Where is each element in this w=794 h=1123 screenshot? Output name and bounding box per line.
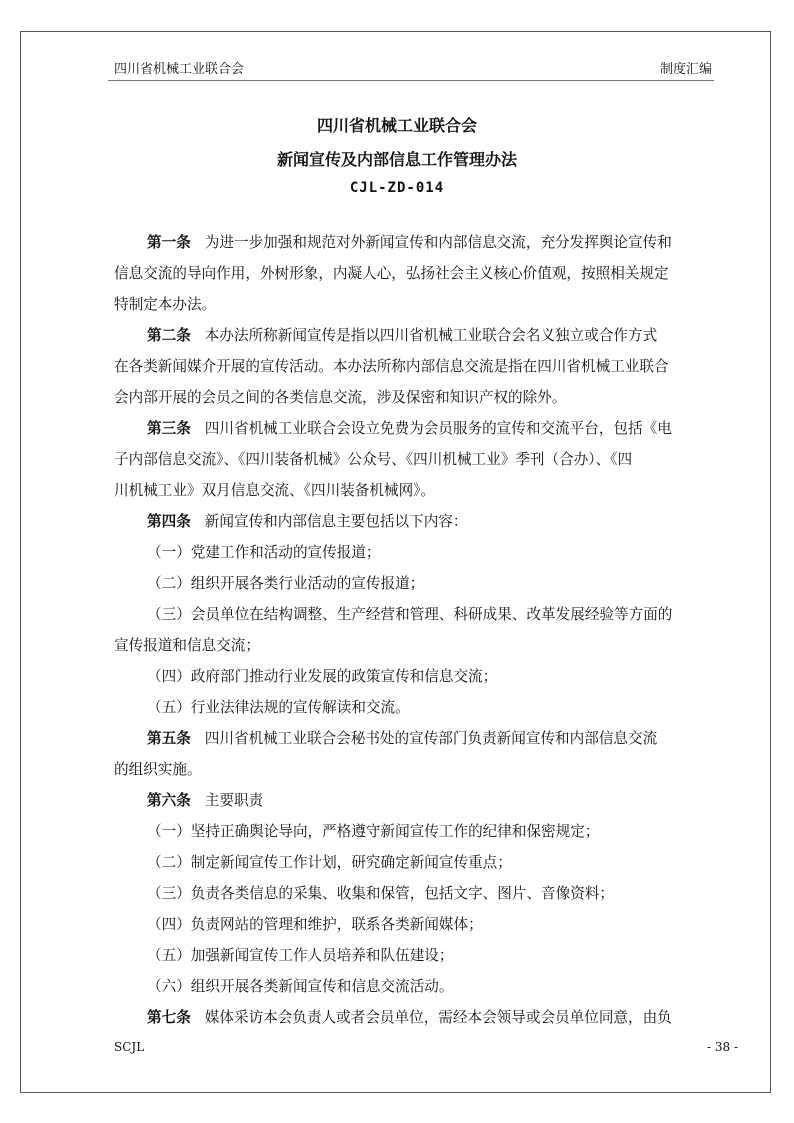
document-body xyxy=(114,227,718,1033)
line-text: 为进一步加强和规范对外新闻宣传和内部信息交流，充分发挥舆论宣传和 xyxy=(204,234,672,251)
line-text: （一）党建工作和活动的宣传报道； xyxy=(147,544,381,561)
line-text: （六）组织开展各类新闻宣传和信息交流活动。 xyxy=(147,978,454,995)
line-text: 新闻宣传和内部信息主要包括以下内容： xyxy=(204,513,468,530)
article-label: 第六条 xyxy=(147,792,191,809)
text-line xyxy=(114,847,718,878)
line-text: 四川省机械工业联合会秘书处的宣传部门负责新闻宣传和内部信息交流 xyxy=(204,730,658,747)
text-line xyxy=(114,537,718,568)
line-text: （四）政府部门推动行业发展的政策宣传和信息交流； xyxy=(147,668,498,685)
page-footer xyxy=(114,1040,738,1054)
text-line xyxy=(114,723,718,754)
line-text: （三）负责各类信息的采集、收集和保管，包括文字、图片、音像资料； xyxy=(147,885,615,902)
header-divider xyxy=(108,80,714,81)
text-line xyxy=(114,754,718,785)
header-section-name: 制度汇编 xyxy=(659,62,712,77)
page-header xyxy=(114,58,712,78)
text-line xyxy=(114,785,718,816)
article-label: 第三条 xyxy=(147,420,191,437)
line-text: 会内部开展的会员之间的各类信息交流，涉及保密和知识产权的除外。 xyxy=(114,389,567,406)
article-label: 第四条 xyxy=(147,513,191,530)
text-line xyxy=(114,413,718,444)
page-number: - 38 - xyxy=(706,1040,738,1054)
line-text: （五）行业法律法规的宣传解读和交流。 xyxy=(147,699,410,716)
text-line xyxy=(114,568,718,599)
text-line xyxy=(114,661,718,692)
line-text: 子内部信息交流》、《四川装备机械》公众号、《四川机械工业》季刊（合办）、《四 xyxy=(114,451,633,468)
line-text: 川机械工业》双月信息交流、《四川装备机械网》。 xyxy=(114,482,436,499)
line-text: （四）负责网站的管理和维护，联系各类新闻媒体； xyxy=(147,916,483,933)
footer-code: SCJL xyxy=(114,1040,145,1054)
text-line xyxy=(114,940,718,971)
line-text: 媒体采访本会负责人或者会员单位，需经本会领导或会员单位同意，由负 xyxy=(204,1009,672,1026)
text-line xyxy=(114,351,718,382)
text-line xyxy=(114,816,718,847)
line-text: 宣传报道和信息交流； xyxy=(114,637,260,654)
line-text: 特制定本办法。 xyxy=(114,296,217,313)
line-text: （五）加强新闻宣传工作人员培养和队伍建设； xyxy=(147,947,454,964)
line-text: 本办法所称新闻宣传是指以四川省机械工业联合会名义独立或合作方式 xyxy=(204,327,658,344)
document-org-title: 四川省机械工业联合会 xyxy=(316,116,477,135)
text-line xyxy=(114,258,718,289)
line-text: 主要职责 xyxy=(204,792,264,809)
article-label: 第一条 xyxy=(147,234,191,251)
line-text: 的组织实施。 xyxy=(114,761,202,778)
document-title: 新闻宣传及内部信息工作管理办法 xyxy=(276,150,517,169)
line-text: （三）会员单位在结构调整、生产经营和管理、科研成果、改革发展经验等方面的 xyxy=(147,606,673,623)
line-text: （一）坚持正确舆论导向，严格遵守新闻宣传工作的纪律和保密规定； xyxy=(147,823,600,840)
line-text: 信息交流的导向作用，外树形象，内凝人心，弘扬社会主义核心价值观，按照相关规定 xyxy=(114,265,669,282)
text-line xyxy=(114,320,718,351)
text-line xyxy=(114,475,718,506)
document-code: CJL-ZD-014 xyxy=(349,180,445,196)
header-org-name: 四川省机械工业联合会 xyxy=(114,62,245,77)
line-text: （二）组织开展各类行业活动的宣传报道； xyxy=(147,575,425,592)
text-line xyxy=(114,227,718,258)
text-line xyxy=(114,909,718,940)
line-text: （二）制定新闻宣传工作计划，研究确定新闻宣传重点； xyxy=(147,854,512,871)
line-text: 四川省机械工业联合会设立免费为会员服务的宣传和交流平台，包括《电 xyxy=(204,420,672,437)
line-text: 在各类新闻媒介开展的宣传活动。本办法所称内部信息交流是指在四川省机械工业联合 xyxy=(114,358,669,375)
article-label: 第七条 xyxy=(147,1009,191,1026)
text-line xyxy=(114,630,718,661)
text-line xyxy=(114,599,718,630)
article-label: 第二条 xyxy=(147,327,191,344)
text-line xyxy=(114,1002,718,1033)
text-line xyxy=(114,878,718,909)
text-line xyxy=(114,382,718,413)
article-label: 第五条 xyxy=(147,730,191,747)
text-line xyxy=(114,506,718,537)
text-line xyxy=(114,444,718,475)
text-line xyxy=(114,692,718,723)
text-line xyxy=(114,289,718,320)
text-line xyxy=(114,971,718,1002)
